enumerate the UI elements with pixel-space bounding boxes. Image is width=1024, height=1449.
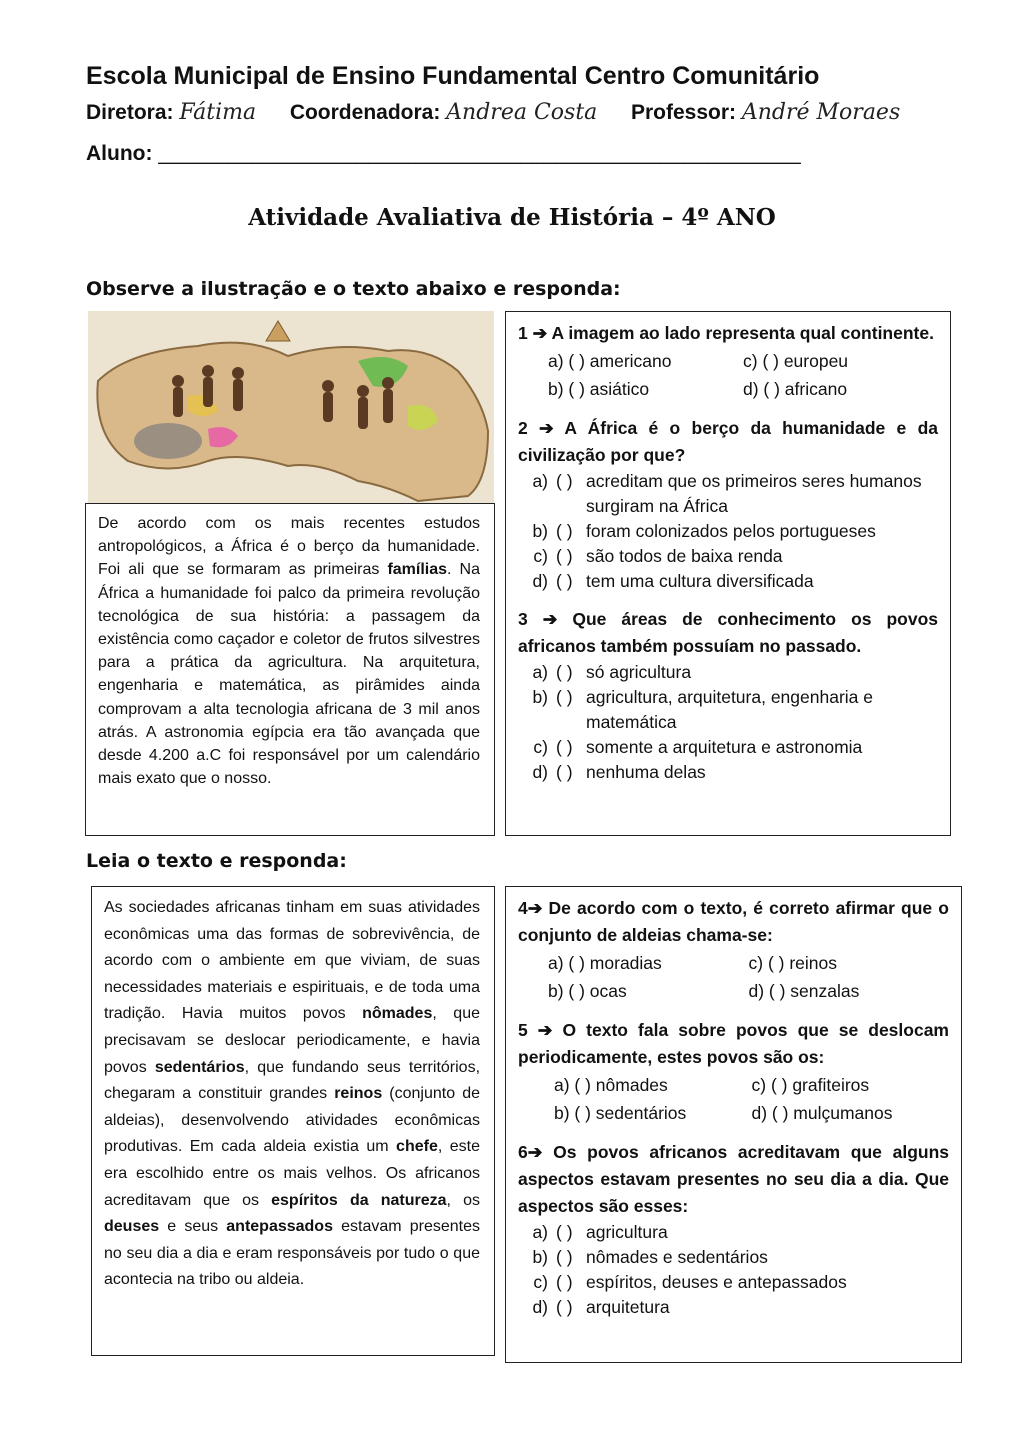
question-3 [518, 606, 938, 785]
reading-text-2: As sociedades africanas tinham em suas atividades econômicas uma das formas de sobrevivência, de acordo com o ambiente em que viviam, de suas necessidades materiais e espirituais, e de toda uma tradição. Havia muitos povos nômades, que precisavam se deslocar periodicamente, e havia povos sedentários, que fundando seus territórios, chegaram a constituir grandes reinos (conjunto de aldeias), desenvolvendo atividades econômicas produtivas. Em cada aldeia existia um chefe, este era escolhido entre os mais velhos. Os africanos acreditavam que os espíritos da natureza, os deuses e seus antepassados estavam presentes no seu dia a dia e eram responsáveis por tudo o que acontecia na tribo ou aldeia. [91, 886, 495, 1356]
student-blank[interactable]: _______________________________________________________ [158, 142, 801, 165]
q4-option-b[interactable]: b) ( ) ocas [548, 981, 627, 1001]
teacher-name: André Moraes [741, 100, 901, 125]
page-title: Atividade Avaliativa de História – 4º ANO [248, 204, 776, 231]
q3-option-d[interactable]: d) ( ) nenhuma delas [532, 762, 706, 782]
questions-box-1 [505, 311, 951, 836]
q6-option-a[interactable]: a) ( ) agricultura [532, 1222, 668, 1242]
q2-option-d[interactable]: d) ( ) tem uma cultura diversificada [532, 571, 814, 591]
question-1 [518, 320, 938, 403]
q3-option-a[interactable]: a) ( ) só agricultura [532, 662, 692, 682]
question-4 [518, 895, 949, 1005]
q2-option-a[interactable]: a) ( ) acreditam que os primeiros seres humanos surgiram na África [532, 471, 922, 516]
staff-line [86, 100, 900, 125]
school-name: Escola Municipal de Ensino Fundamental Centro Comunitário [86, 62, 820, 90]
questions-box-2 [505, 886, 962, 1363]
q6-option-c[interactable]: c) ( ) espíritos, deuses e antepassados [533, 1272, 847, 1292]
director-label: Diretora: [86, 101, 174, 124]
q6-option-b[interactable]: b) ( ) nômades e sedentários [532, 1247, 768, 1267]
question-6-title: 6➔ Os povos africanos acreditavam que alguns aspectos estavam presentes no seu dia a dia. Que aspectos são esses: [518, 1142, 949, 1216]
q6-option-d[interactable]: d) ( ) arquitetura [532, 1297, 670, 1317]
text1-part: De acordo com os mais recentes estudos antropológicos, a África é o berço da humanidade. Foi ali que se formaram as primeiras [98, 515, 480, 579]
q4-option-a[interactable]: a) ( ) moradias [548, 953, 662, 973]
question-3-title: 3 ➔ Que áreas de conhecimento os povos africanos também possuíam no passado. [518, 609, 938, 656]
question-1-title: 1 ➔ A imagem ao lado representa qual continente. [518, 323, 934, 343]
q5-option-a[interactable]: a) ( ) nômades [554, 1075, 668, 1095]
q1-option-c[interactable]: c) ( ) europeu [743, 351, 849, 371]
question-5-title: 5 ➔ O texto fala sobre povos que se deslocam periodicamente, estes povos são os: [518, 1020, 949, 1067]
q1-option-a[interactable]: a) ( ) americano [548, 351, 672, 371]
africa-map-illustration [88, 311, 494, 503]
q3-option-b[interactable]: b) ( ) agricultura, arquitetura, engenharia e matemática [532, 687, 873, 732]
question-2 [518, 415, 938, 594]
teacher-label: Professor: [630, 101, 737, 124]
reading-text-1 [85, 503, 495, 836]
section-heading-1: Observe a ilustração e o texto abaixo e responda: [86, 278, 621, 300]
q1-option-b[interactable]: b) ( ) asiático [548, 379, 650, 399]
coordinator-name: Andrea Costa [446, 100, 598, 125]
director-name: Fátima [179, 100, 257, 125]
question-5 [518, 1017, 949, 1127]
q4-option-d[interactable]: d) ( ) senzalas [748, 981, 860, 1001]
coordinator-label: Coordenadora: [289, 101, 441, 124]
student-label: Aluno: [86, 142, 153, 165]
text1-part: . Na África a humanidade foi palco da primeira revolução tecnológica de sua história: a passagem da existência como caçador e coletor de frutos silvestres para a prática da agricultura. Na arquitetura, engenharia e matemática, as pirâmides ainda comprovam a alta tecnologia africana de 3 mil anos atrás. A astronomia egípcia era tão avançada que desde 4.200 a.C foi responsável por um calendário mais exato que o nosso. [98, 561, 480, 788]
q2-option-b[interactable]: b) ( ) foram colonizados pelos portugueses [532, 521, 876, 541]
q1-option-d[interactable]: d) ( ) africano [743, 379, 848, 399]
q3-option-c[interactable]: c) ( ) somente a arquitetura e astronomia [533, 737, 863, 757]
student-line [86, 142, 801, 166]
africa-map-icon [88, 311, 494, 503]
text1-bold: famílias [387, 561, 448, 579]
q5-option-b[interactable]: b) ( ) sedentários [554, 1103, 687, 1123]
question-4-title: 4➔ De acordo com o texto, é correto afirmar que o conjunto de aldeias chama-se: [518, 898, 949, 945]
q2-option-c[interactable]: c) ( ) são todos de baixa renda [533, 546, 783, 566]
question-2-title: 2 ➔ A África é o berço da humanidade e da civilização por que? [518, 418, 938, 465]
section-heading-2: Leia o texto e responda: [86, 850, 347, 872]
q5-option-c[interactable]: c) ( ) grafiteiros [751, 1075, 870, 1095]
q4-option-c[interactable]: c) ( ) reinos [748, 953, 837, 973]
q5-option-d[interactable]: d) ( ) mulçumanos [751, 1103, 893, 1123]
question-6 [518, 1139, 949, 1320]
